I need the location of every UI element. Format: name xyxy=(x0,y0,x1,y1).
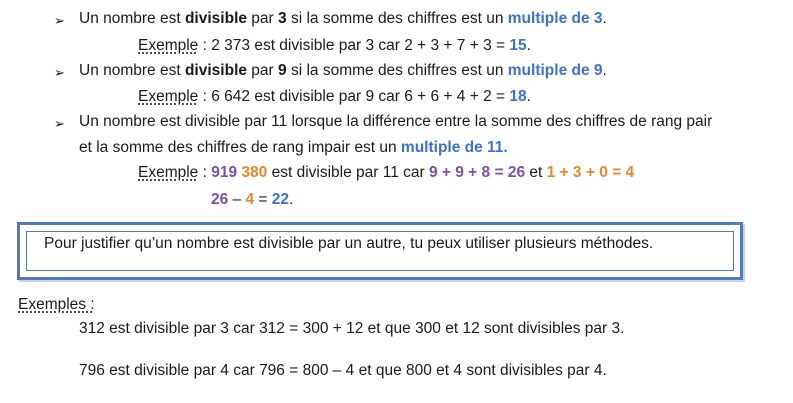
text: est divisible par 11 car xyxy=(267,164,429,181)
rule-divisible-by-11-line2 xyxy=(79,139,508,157)
text: par xyxy=(247,10,279,27)
keyword-multiple: multiple de 3 xyxy=(507,10,603,27)
keyword-divisible: divisible xyxy=(184,10,247,27)
sum-b: 1 + 3 + 0 = 4 xyxy=(546,164,635,181)
example-label: Exemple xyxy=(138,88,199,105)
bullet-arrow-icon: ➢ xyxy=(54,13,65,28)
text: Un nombre est xyxy=(79,62,185,79)
bullet-arrow-icon: ➢ xyxy=(54,116,65,131)
number-part-b: 380 xyxy=(237,164,268,181)
rule-divisible-by-11-line1: Un nombre est divisible par 11 lorsque la différence entre la somme des chiffres de rang pair xyxy=(79,113,713,130)
example-divisible-by-11 xyxy=(138,164,634,182)
example-label: Exemple xyxy=(138,37,199,54)
text: . xyxy=(526,37,531,54)
example-divisible-by-11-result xyxy=(211,191,293,209)
text: . xyxy=(289,191,294,208)
text: . xyxy=(602,10,607,27)
keyword-divisible: divisible xyxy=(184,62,247,79)
text: et la somme des chiffres de rang impair est un xyxy=(79,139,401,156)
example-line-2: 796 est divisible par 4 car 796 = 800 – 4 et que 800 et 4 sont divisibles par 4. xyxy=(79,362,607,379)
value-a: 26 xyxy=(211,191,229,208)
rule-divisible-by-9 xyxy=(79,62,607,80)
keyword-multiple: multiple de 11. xyxy=(400,139,508,156)
text: : xyxy=(198,164,212,181)
text: = xyxy=(254,191,272,208)
bullet-arrow-icon: ➢ xyxy=(54,65,65,80)
divisor: 3 xyxy=(278,10,287,27)
text: et xyxy=(525,164,547,181)
rule-divisible-by-3 xyxy=(79,10,607,28)
info-box-text: Pour justifier qu’un nombre est divisible par un autre, tu peux utiliser plusieurs méthodes. xyxy=(44,235,654,252)
sum-a: 9 + 9 + 8 = 26 xyxy=(428,164,526,181)
text: . xyxy=(526,88,531,105)
example-text: : 6 642 est divisible par 9 car 6 + 6 + 4 + 2 = xyxy=(198,88,510,105)
example-line-1: 312 est divisible par 3 car 312 = 300 + 12 et que 300 et 12 sont divisibles par 3. xyxy=(79,320,625,337)
text: Un nombre est xyxy=(79,10,185,27)
info-box xyxy=(17,222,743,280)
example-text: : 2 373 est divisible par 3 car 2 + 3 + 7 + 3 = xyxy=(198,37,510,54)
number-part-a: 919 xyxy=(211,164,238,181)
example-result: 15 xyxy=(509,37,527,54)
value-b: 4 xyxy=(245,191,255,208)
result: 22 xyxy=(271,191,290,208)
text: par xyxy=(247,62,279,79)
example-divisible-by-3 xyxy=(138,37,531,55)
keyword-multiple: multiple de 9 xyxy=(507,62,603,79)
text: – xyxy=(228,191,246,208)
example-divisible-by-9 xyxy=(138,88,531,106)
text: . xyxy=(602,62,607,79)
text: si la somme des chiffres est un xyxy=(286,10,508,27)
example-result: 18 xyxy=(509,88,527,105)
divisor: 9 xyxy=(278,62,287,79)
examples-label: Exemples : xyxy=(18,296,95,313)
example-label: Exemple xyxy=(138,164,199,181)
text: si la somme des chiffres est un xyxy=(286,62,508,79)
